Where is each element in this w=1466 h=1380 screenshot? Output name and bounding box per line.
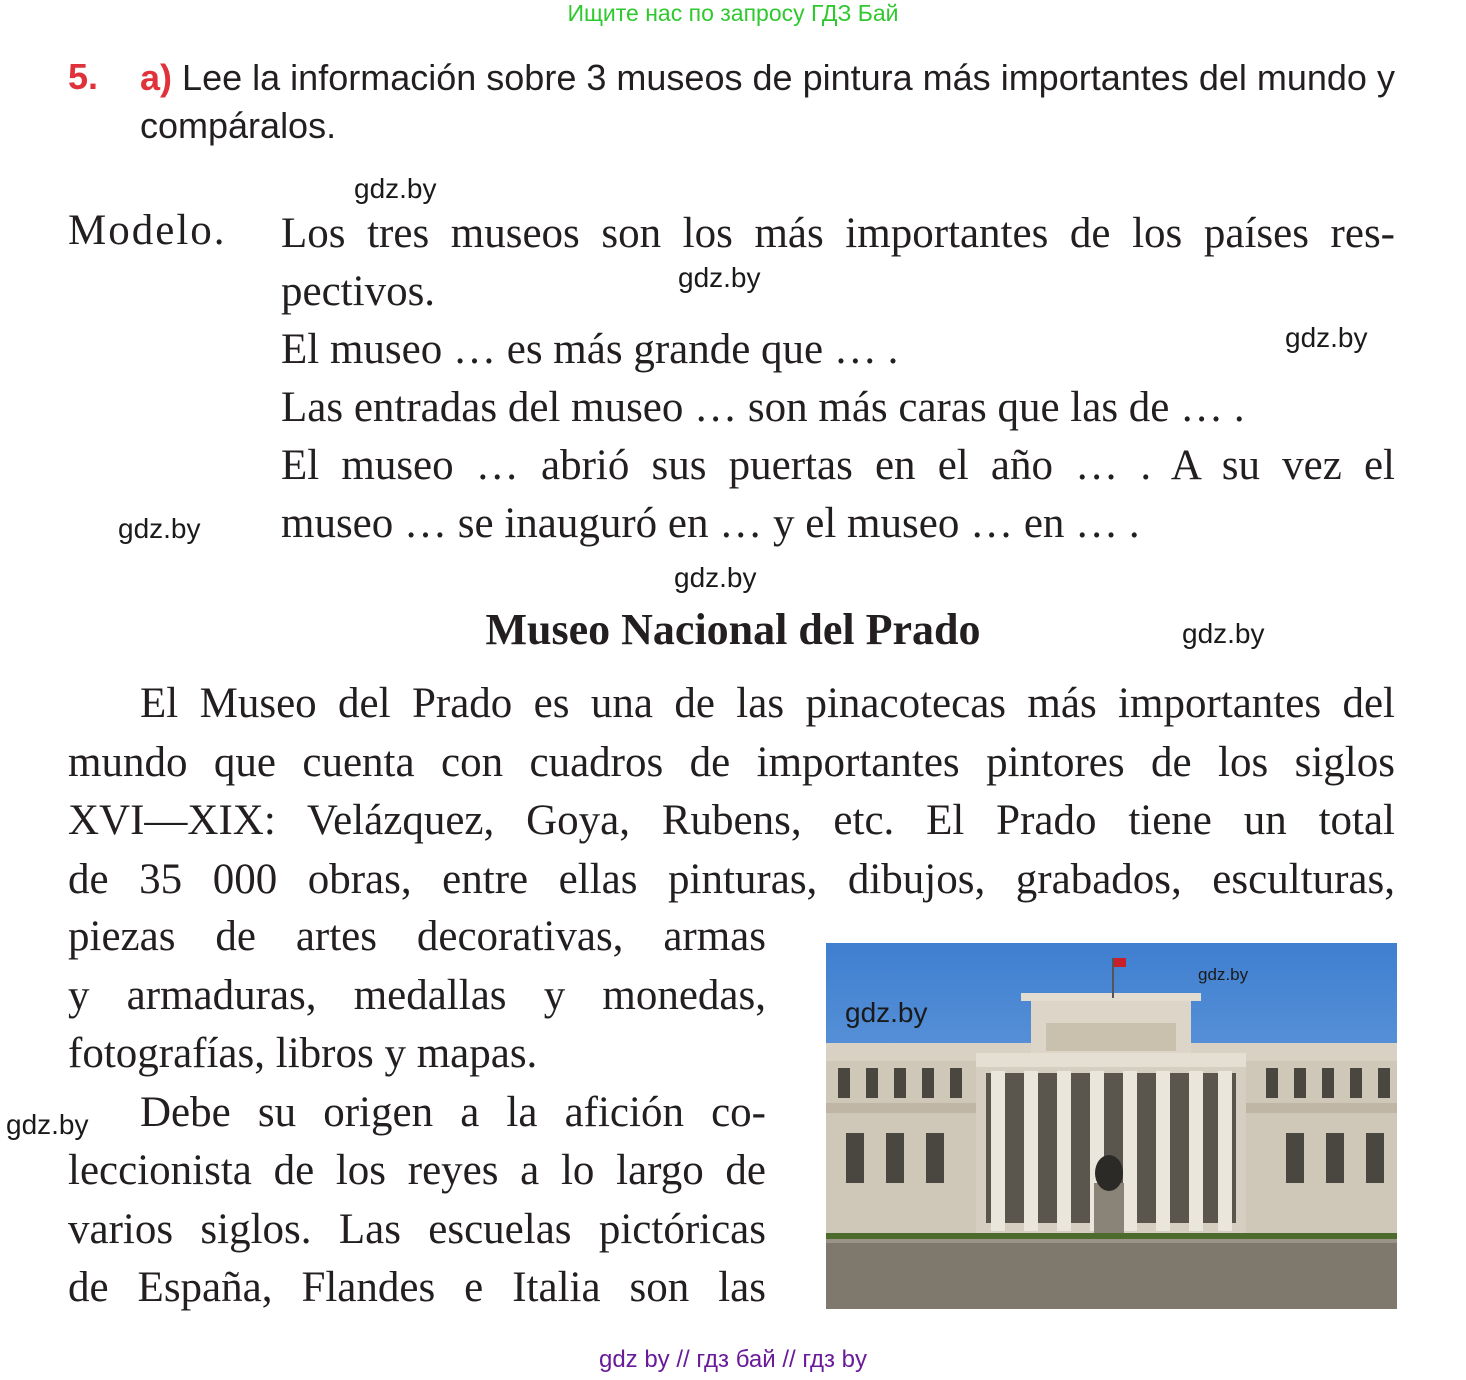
modelo-text: [281, 205, 1395, 553]
modelo-line: Las entradas del museo … son más caras que las de … .: [281, 384, 1245, 431]
modelo-line: El museo … abrió sus puertas en el año … . A su vez el: [281, 442, 1395, 489]
modelo-line: museo … se inauguró en … y el museo … en … .: [281, 500, 1140, 547]
watermark: gdz.by: [1182, 618, 1265, 649]
task-instruction: [140, 54, 1395, 150]
modelo-line: Los tres museos son los más importantes de los países res-: [281, 210, 1395, 257]
paragraph-line: piezas de artes decorativas, armas: [68, 913, 766, 960]
modelo-label: Modelo.: [68, 207, 227, 254]
paragraph-line: de 35 000 obras, entre ellas pinturas, dibujos, grabados, esculturas,: [68, 855, 1395, 903]
paragraph-line: de España, Flandes e Italia son las: [68, 1264, 766, 1311]
paragraph-line: Debe su origen a la afición co-: [140, 1088, 766, 1136]
prado-museum-photo: [826, 943, 1397, 1309]
task-letter: a): [140, 57, 173, 98]
modelo-line: El museo … es más grande que … .: [281, 326, 899, 373]
footer-links: gdz by // гдз бай // гдз by: [598, 1346, 868, 1373]
task-number: 5.: [68, 56, 99, 97]
watermark: gdz.by: [674, 562, 757, 593]
paragraph-line: mundo que cuenta con cuadros de importantes pintores de los siglos: [68, 738, 1395, 786]
paragraph-prado-intro: [68, 675, 1395, 909]
paragraph-line: XVI—XIX: Velázquez, Goya, Rubens, etc. El Prado tiene un total: [68, 797, 1395, 844]
watermark: gdz.by: [6, 1109, 89, 1140]
paragraph-line: El Museo del Prado es una de las pinacotecas más importantes del: [140, 680, 1395, 727]
watermark: gdz.by: [845, 997, 928, 1028]
task-text: Lee la información sobre 3 museos de pintura más importantes del mundo y compáralos.: [140, 57, 1395, 146]
watermark: gdz.by: [354, 173, 437, 204]
paragraph-line: fotografías, libros y mapas.: [68, 1030, 538, 1077]
watermark: gdz.by: [1198, 965, 1249, 984]
watermark: gdz.by: [678, 262, 761, 293]
watermark: gdz.by: [118, 513, 201, 544]
paragraph-line: leccionista de los reyes a lo largo de: [68, 1147, 766, 1194]
paragraph-column: [68, 908, 766, 1318]
paragraph-line: y armaduras, medallas y monedas,: [68, 971, 766, 1019]
paragraph-line: varios siglos. Las escuelas pictóricas: [68, 1205, 766, 1253]
section-heading: Museo Nacional del Prado: [485, 605, 981, 654]
watermark: gdz.by: [1285, 322, 1368, 353]
modelo-line: pectivos.: [281, 268, 436, 315]
top-banner: Ищите нас по запросу ГДЗ Бай: [567, 0, 899, 26]
